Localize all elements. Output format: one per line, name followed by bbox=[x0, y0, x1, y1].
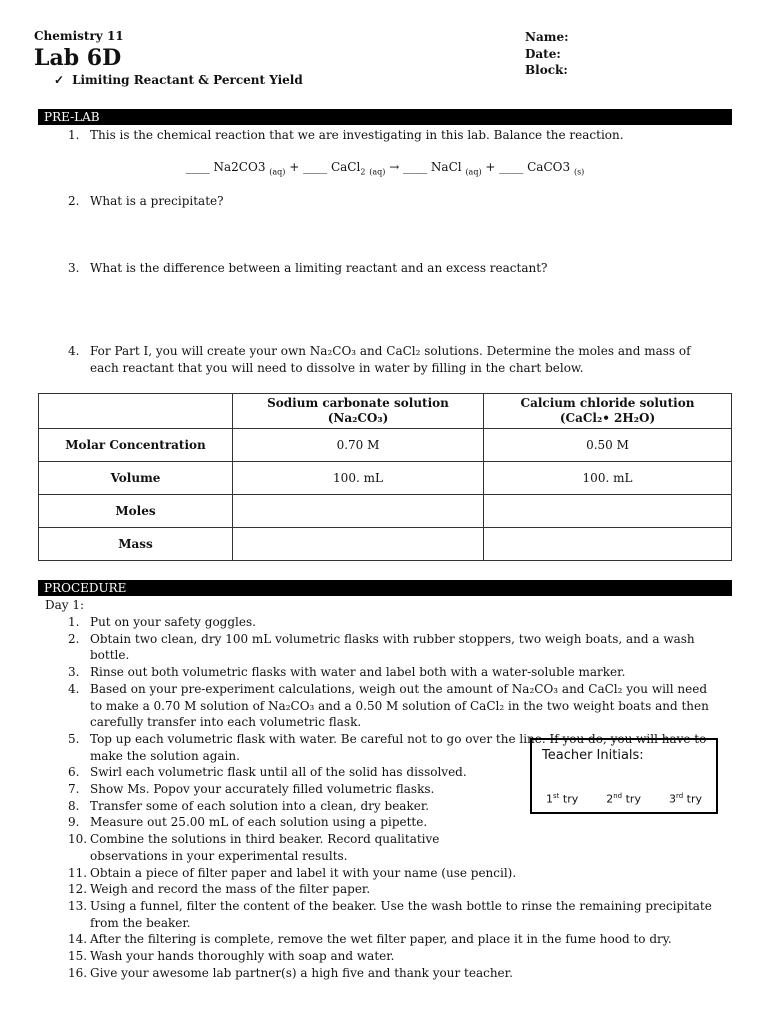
try-1[interactable]: 1st try bbox=[545, 792, 579, 806]
chart-header-row bbox=[39, 394, 732, 429]
prelab-question-2: 2. What is a precipitate? bbox=[68, 194, 224, 208]
row-label: Molar Concentration bbox=[39, 429, 233, 462]
list-item: 4. Based on your pre-experiment calculations, weigh out the amount of Na₂CO₃ and CaCl₂ you will need to make a 0.70 M solution of Na₂CO₃ and a 0.50 M solution of CaCl₂ in the two weight boats and then carefully transfer into each volumetric flask. bbox=[68, 681, 709, 730]
plus-1: + bbox=[289, 160, 300, 174]
table-cell: 0.70 M bbox=[233, 429, 484, 462]
question-text: This is the chemical reaction that we are investigating in this lab. Balance the reaction. bbox=[90, 128, 624, 142]
product-1: NaCl $_{(aq)}$ bbox=[430, 160, 482, 177]
teacher-initials-box[interactable] bbox=[530, 738, 718, 814]
blank-4: ____ bbox=[499, 160, 524, 174]
date-label: Date: bbox=[525, 46, 561, 61]
list-item: 12. Weigh and record the mass of the filter paper. bbox=[68, 882, 371, 897]
question-number: 1. bbox=[68, 128, 80, 142]
reactant-1: Na2CO3 $_{(aq)}$ bbox=[213, 160, 286, 177]
blank-2: ____ bbox=[303, 160, 328, 174]
list-item: 6. Swirl each volumetric flask until all of the solid has dissolved. bbox=[68, 765, 467, 780]
list-item: 9. Measure out 25.00 mL of each solution using a pipette. bbox=[68, 815, 428, 830]
tries-row bbox=[532, 792, 716, 806]
prelab-question-1 bbox=[68, 127, 728, 144]
product-2: CaCO3 $_{(s)}$ bbox=[527, 160, 585, 177]
table-row bbox=[39, 528, 732, 561]
table-row bbox=[39, 429, 732, 462]
teacher-initials-label: Teacher Initials: bbox=[542, 748, 644, 763]
row-label: Volume bbox=[39, 462, 233, 495]
course-name: Chemistry 11 bbox=[34, 29, 124, 43]
reaction-equation bbox=[0, 160, 770, 176]
name-label: Name: bbox=[525, 30, 569, 44]
list-item: 14. After the filtering is complete, remove the wet filter paper, and place it in the fume hood to dry. bbox=[68, 932, 672, 947]
table-cell: 0.50 M bbox=[484, 429, 732, 462]
prelab-heading: PRE-LAB bbox=[38, 109, 732, 125]
chart-corner-cell bbox=[39, 394, 233, 429]
lab-title: Lab 6D bbox=[34, 45, 122, 71]
subtitle-text: Limiting Reactant & Percent Yield bbox=[72, 73, 303, 87]
answer-cell[interactable] bbox=[484, 495, 732, 528]
list-item: 2. Obtain two clean, dry 100 mL volumetric flasks with rubber stoppers, two weigh boats, and a wash bottle. bbox=[68, 631, 695, 663]
list-item: 10. Combine the solutions in third beaker. Record qualitative observations in your experimental results. bbox=[68, 832, 440, 863]
list-item: 7. Show Ms. Popov your accurately filled volumetric flasks. bbox=[68, 782, 435, 797]
table-row bbox=[39, 495, 732, 528]
chart-col-calcium-chloride: Calcium chloride solution (CaCl₂• 2H₂O) bbox=[484, 394, 732, 429]
lab-subtitle bbox=[54, 73, 303, 87]
procedure-heading: PROCEDURE bbox=[38, 580, 732, 596]
checkmark-icon: ✓ bbox=[54, 73, 65, 87]
chart-col-sodium-carbonate: Sodium carbonate solution (Na₂CO₃) bbox=[233, 394, 484, 429]
list-item: 11. Obtain a piece of filter paper and label it with your name (use pencil). bbox=[68, 865, 517, 880]
list-item: 1. Put on your safety goggles. bbox=[68, 615, 256, 629]
try-3[interactable]: 3rd try bbox=[668, 792, 702, 806]
day-label: Day 1: bbox=[45, 598, 85, 612]
answer-cell[interactable] bbox=[233, 495, 484, 528]
list-item: 8. Transfer some of each solution into a clean, dry beaker. bbox=[68, 798, 430, 813]
blank-1: ____ bbox=[185, 160, 210, 174]
reactant-2: CaCl$_2$ $_{(aq)}$ bbox=[330, 160, 386, 177]
answer-cell[interactable] bbox=[233, 528, 484, 561]
student-info bbox=[525, 29, 569, 79]
list-item: 13. Using a funnel, filter the content of the beaker. Use the wash bottle to rinse the remaining precipitate from the beaker. bbox=[68, 898, 712, 930]
table-row bbox=[39, 462, 732, 495]
prelab-question-4: 4. For Part I, you will create your own Na₂CO₃ and CaCl₂ solutions. Determine the moles and mass of each reactant that you will need to dissolve in water by filling in the chart below. bbox=[68, 344, 691, 375]
list-item: 16. Give your awesome lab partner(s) a high five and thank your teacher. bbox=[68, 965, 513, 980]
plus-2: + bbox=[485, 160, 496, 174]
table-cell: 100. mL bbox=[484, 462, 732, 495]
blank-3: ____ bbox=[403, 160, 428, 174]
row-label: Moles bbox=[39, 495, 233, 528]
block-label: Block: bbox=[525, 63, 568, 77]
table-cell: 100. mL bbox=[233, 462, 484, 495]
list-item: 3. Rinse out both volumetric flasks with water and label both with a water-soluble marker. bbox=[68, 665, 626, 680]
list-item: 5. Top up each volumetric flask with water. Be careful not to go over the line. If you do, you will have to make the solution again. bbox=[68, 731, 707, 763]
answer-cell[interactable] bbox=[484, 528, 732, 561]
prelab-question-3: 3. What is the difference between a limiting reactant and an excess reactant? bbox=[68, 261, 548, 275]
header-left bbox=[34, 29, 303, 87]
try-2[interactable]: 2nd try bbox=[606, 792, 641, 806]
row-label: Mass bbox=[39, 528, 233, 561]
arrow-icon: → bbox=[389, 160, 400, 174]
reactant-chart bbox=[38, 393, 732, 561]
list-item: 15. Wash your hands thoroughly with soap and water. bbox=[68, 949, 395, 964]
